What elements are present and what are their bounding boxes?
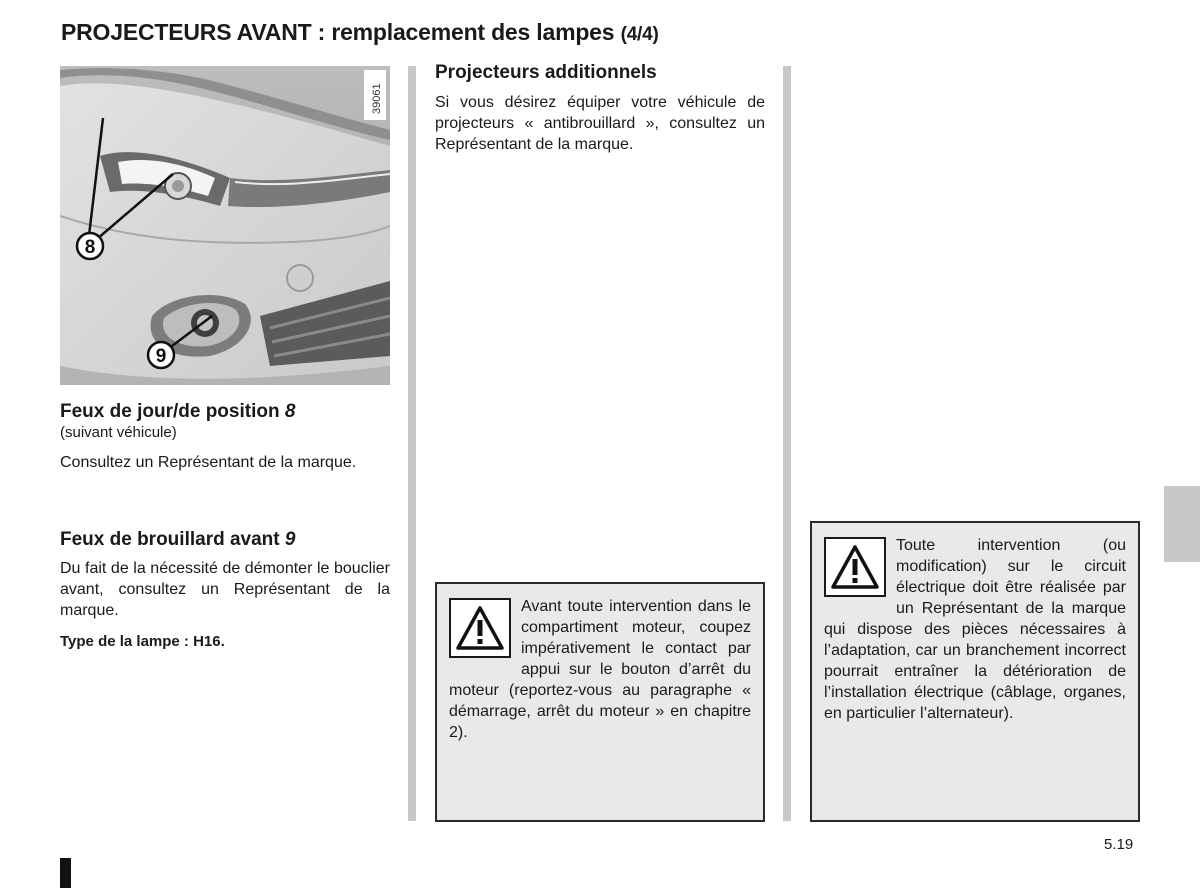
section-text: Du fait de la nécessité de démonter le bouclier avant, consultez un Représentant de la marque.	[60, 560, 390, 619]
page-number: 5.19	[1104, 836, 1134, 853]
callout-9-label: 9	[155, 346, 167, 367]
callout-9	[148, 342, 174, 368]
lamp-type: Type de la lampe : H16.	[60, 633, 225, 650]
page-title-text: PROJECTEURS AVANT : remplacement des lampes	[61, 19, 615, 45]
warning-text: Toute intervention (ou modification) sur le circuit électrique doit être réalisée par un Représentant de la marque qui dispose des pièces nécessaires à l’adaptation, car un branchement incorrect pourrait entraîner la détérioration de l’installation électrique (câblage, organes, en particulier l’alternateur).	[824, 537, 1126, 722]
warning-triangle-icon	[824, 537, 886, 597]
warning-box-electrical	[810, 521, 1140, 822]
section-fog-lights	[60, 529, 390, 650]
heading-text: Feux de brouillard avant	[60, 529, 280, 550]
callout-8-label: 8	[84, 237, 96, 258]
page-title-suffix: (4/4)	[620, 24, 659, 45]
section-heading	[60, 529, 390, 551]
corner-mark	[60, 858, 71, 888]
section-additional-projectors	[435, 62, 765, 155]
section-heading: Projecteurs additionnels	[435, 62, 657, 83]
column-divider-right	[783, 66, 791, 821]
warning-triangle-icon	[449, 598, 511, 658]
section-heading	[60, 401, 390, 423]
heading-ref: 8	[284, 401, 296, 422]
car-front-illustration	[60, 66, 390, 385]
heading-ref: 9	[284, 529, 296, 550]
heading-text: Feux de jour/de position	[60, 401, 280, 422]
figure-ref-code: 39061	[371, 83, 383, 114]
section-day-lights	[60, 401, 390, 473]
callout-8	[77, 233, 103, 259]
page-title	[61, 19, 659, 46]
warning-text: Avant toute intervention dans le compartiment moteur, coupez impérativement le contact par appui sur le bouton d’arrêt du moteur (reportez-vous au paragraphe « démarrage, arrêt du moteur » en chapitre 2).	[449, 598, 751, 741]
column-divider-left	[408, 66, 416, 821]
chapter-thumb-tab	[1164, 486, 1200, 562]
section-note: (suivant véhicule)	[60, 424, 177, 441]
section-text: Consultez un Représentant de la marque.	[60, 454, 357, 471]
warning-box-engine	[435, 582, 765, 822]
section-text: Si vous désirez équiper votre véhicule de projecteurs « antibrouillard », consultez un Représentant de la marque.	[435, 94, 765, 153]
